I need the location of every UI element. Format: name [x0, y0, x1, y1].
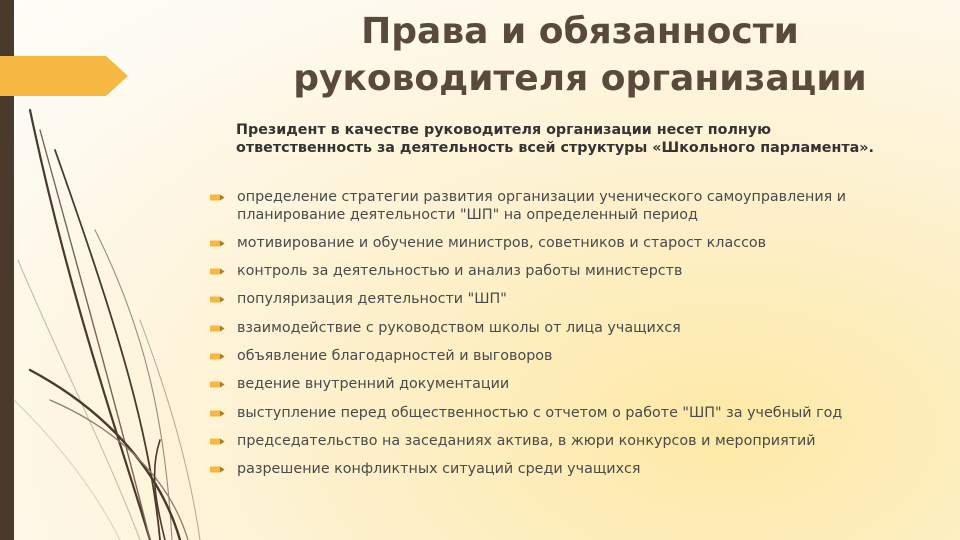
pencil-icon [210, 352, 225, 361]
list-item [210, 376, 900, 394]
list-item [210, 320, 900, 338]
list-item-text: определение стратегии развития организации ученического самоуправления и планирование деятельности "ШП" на определенный период [237, 189, 847, 223]
list-item-text: ведение внутренний документации [237, 376, 510, 393]
list-item [210, 291, 900, 309]
pencil-icon [210, 295, 225, 304]
list-item-text: председательство на заседаниях актива, в жюри конкурсов и мероприятий [237, 432, 816, 449]
pencil-icon [210, 267, 225, 276]
list-item [210, 189, 900, 224]
list-item [210, 348, 900, 366]
list-item [210, 461, 900, 479]
list-item-text: взаимодействие с руководством школы от лица учащихся [237, 319, 681, 336]
list-item-text: контроль за деятельностью и анализ работы министерств [237, 263, 683, 280]
slide-title-line-1: Права и обязанности [361, 11, 799, 52]
slide-title-line-2: руководителя организации [293, 58, 867, 99]
pencil-icon [210, 193, 225, 202]
bullet-list [210, 189, 900, 489]
list-item-text: разрешение конфликтных ситуаций среди учащихся [237, 461, 641, 478]
list-item [210, 405, 900, 423]
accent-arrow-tab [0, 56, 128, 96]
pencil-icon [210, 324, 225, 333]
list-item [210, 433, 900, 451]
pencil-icon [210, 465, 225, 474]
intro-paragraph: Президент в качестве руководителя организации несет полную ответственность за деятельность всей структуры «Школьного парламента». [236, 122, 874, 156]
pencil-icon [210, 437, 225, 446]
pencil-icon [210, 239, 225, 248]
list-item-text: популяризация деятельности "ШП" [237, 291, 507, 308]
list-item [210, 263, 900, 281]
list-item-text: объявление благодарностей и выговоров [237, 347, 553, 364]
list-item-text: выступление перед общественностью с отчетом о работе "ШП" за учебный год [237, 404, 843, 421]
slide-title [250, 8, 910, 102]
pencil-icon [210, 380, 225, 389]
list-item-text: мотивирование и обучение министров, советников и старост классов [237, 234, 767, 251]
list-item [210, 235, 900, 253]
pencil-icon [210, 409, 225, 418]
